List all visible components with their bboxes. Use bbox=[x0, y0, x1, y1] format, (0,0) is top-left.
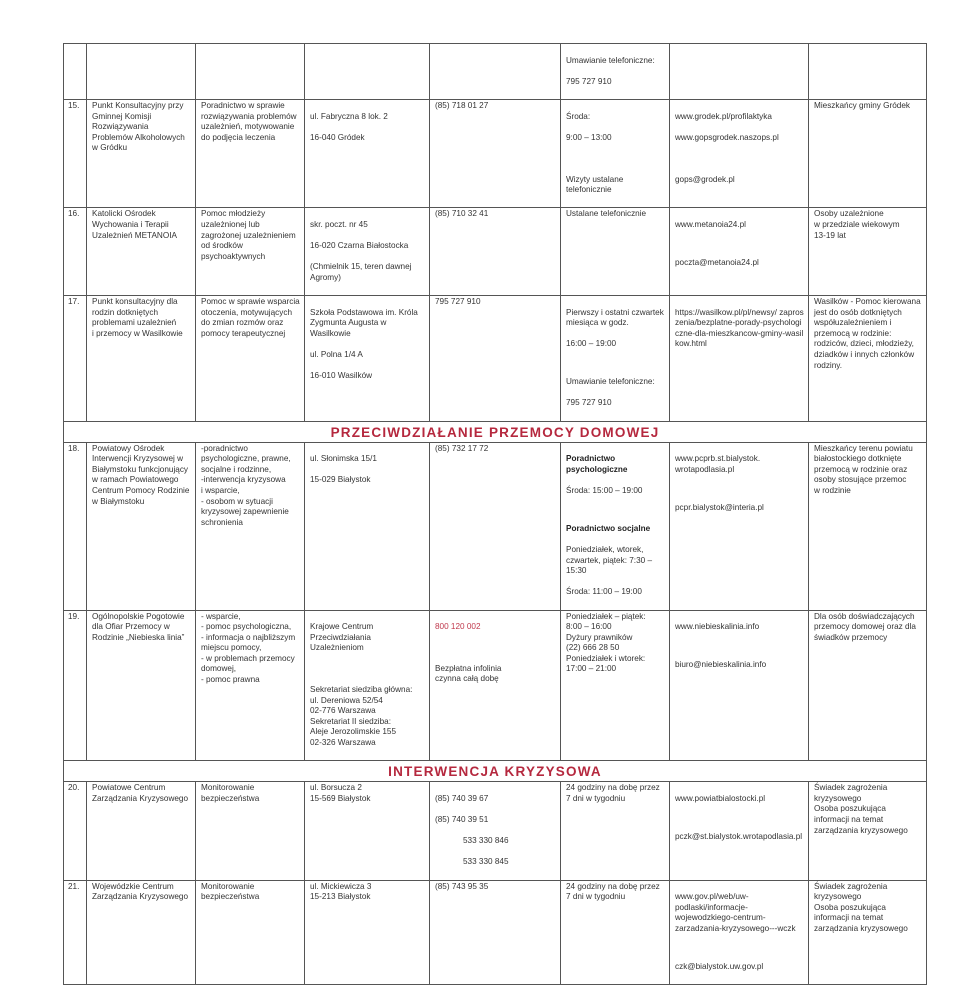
phone bbox=[430, 442, 561, 610]
phone-number[interactable]: (85) 710 32 41 bbox=[435, 209, 489, 219]
row-number: 21. bbox=[64, 880, 87, 984]
row-number: 19. bbox=[64, 610, 87, 761]
institution-name: Katolicki Ośrodek Wychowania i Terapii Uzależnień METANOIA bbox=[87, 208, 196, 296]
opening-hours bbox=[561, 99, 670, 207]
address: ul. Mickiewicza 3 15-213 Białystok bbox=[305, 880, 430, 984]
address bbox=[305, 296, 430, 422]
website-link[interactable]: www.pcprb.st.bialystok. wrotapodlasia.pl bbox=[675, 454, 761, 474]
address-line: 16-010 Wasilków bbox=[310, 371, 373, 381]
hours-line: Środa: bbox=[566, 111, 591, 121]
scope-of-help: Monitorowanie bezpieczeństwa bbox=[196, 880, 305, 984]
phone-number[interactable]: (85) 743 95 35 bbox=[435, 881, 489, 891]
web-contact bbox=[670, 610, 809, 761]
address-line: Szkoła Podstawowa im. Króla Zygmunta Augusta w Wasilkowie bbox=[310, 307, 418, 338]
institution-name: Wojewódzkie Centrum Zarządzania Kryzysowego bbox=[87, 880, 196, 984]
target-group: Dla osób doświadczających przemocy domowej oraz dla świadków przemocy bbox=[809, 610, 927, 761]
target-group: Osoby uzależnione w przedziale wiekowym 13-19 lat bbox=[809, 208, 927, 296]
phone bbox=[430, 99, 561, 207]
hours-note: Umawianie telefoniczne: bbox=[566, 377, 655, 387]
hours-note: 795 727 910 bbox=[566, 398, 612, 408]
address-line: 15-029 Białystok bbox=[310, 475, 371, 485]
hours-title: Poradnictwo psychologiczne bbox=[566, 454, 628, 474]
address-line: ul. Fabryczna 8 lok. 2 bbox=[310, 111, 388, 121]
website-link[interactable]: www.grodek.pl/profilaktyka bbox=[675, 111, 772, 121]
hotline-note: Bezpłatna infolinia czynna całą dobę bbox=[435, 663, 502, 684]
address-line: ul. Słonimska 15/1 bbox=[310, 454, 377, 464]
hotline-number[interactable]: 800 120 002 bbox=[435, 622, 481, 632]
web-contact bbox=[670, 442, 809, 610]
address-secretariat: Sekretariat siedziba główna: ul. Dereniowa 52/54 02-776 Warszawa Sekretariat II siedziba: Aleje Jerozolimskie 155 02-326 Warszawa bbox=[310, 685, 413, 748]
hours-line: Środa: 15:00 – 19:00 bbox=[566, 485, 643, 495]
hours-line: 795 727 910 bbox=[566, 76, 612, 86]
section-header-crisis-intervention bbox=[64, 761, 927, 782]
address-line: (Chmielnik 15, teren dawnej Agromy) bbox=[310, 262, 412, 282]
mobile-number[interactable]: 533 330 846 bbox=[463, 836, 509, 846]
target-group: Mieszkańcy terenu powiatu białostockiego dotknięte przemocą w rodzinie oraz osoby stosujące przemoc w rodzinie bbox=[809, 442, 927, 610]
email-link[interactable]: biuro@niebieskalinia.info bbox=[675, 659, 767, 669]
address bbox=[305, 442, 430, 610]
website-link[interactable]: www.gopsgrodek.naszops.pl bbox=[675, 132, 779, 142]
address-line: 16-020 Czarna Białostocka bbox=[310, 241, 409, 251]
address-organization: Krajowe Centrum Przeciwdziałania Uzależnieniom bbox=[310, 622, 374, 653]
institution-name: Punkt konsultacyjny dla rodzin dotkniętych problemami uzależnień i przemocy w Wasilkowie bbox=[87, 296, 196, 422]
address-line: 16-040 Gródek bbox=[310, 132, 365, 142]
address-line: ul. Polna 1/4 A bbox=[310, 350, 363, 360]
section-title: PRZECIWDZIAŁANIE PRZEMOCY DOMOWEJ bbox=[64, 421, 927, 442]
web-contact bbox=[670, 880, 809, 984]
cell-no bbox=[64, 44, 87, 100]
phone-number[interactable]: (85) 740 39 51 bbox=[435, 815, 489, 824]
address bbox=[305, 99, 430, 207]
cell-scope bbox=[196, 44, 305, 100]
website-link[interactable]: www.niebieskalinia.info bbox=[675, 622, 760, 632]
table-row bbox=[64, 208, 927, 296]
mobile-number[interactable]: 533 330 845 bbox=[463, 857, 509, 867]
row-number: 16. bbox=[64, 208, 87, 296]
scope-of-help: - wsparcie, - pomoc psychologiczna, - informacja o najbliższym miejscu pomocy, - w problemach przemocy domowej, - pomoc prawna bbox=[196, 610, 305, 761]
phone bbox=[430, 208, 561, 296]
hours-line: 16:00 – 19:00 bbox=[566, 339, 617, 349]
website-link[interactable]: www.gov.pl/web/uw-podlaski/informacje-wojewodzkiego-centrum-zarzadzania-kryzysowego---wczk bbox=[675, 892, 796, 933]
hours-line: Ustalane telefonicznie bbox=[566, 209, 647, 219]
row-number: 17. bbox=[64, 296, 87, 422]
phone-number[interactable]: 795 727 910 bbox=[435, 297, 481, 307]
target-group: Świadek zagrożenia kryzysowego Osoba poszukująca informacji na temat zarządzania kryzysowego bbox=[809, 782, 927, 880]
hours-line: Pierwszy i ostatni czwartek miesiąca w godz. bbox=[566, 307, 664, 328]
opening-hours: 24 godziny na dobę przez 7 dni w tygodniu bbox=[561, 782, 670, 880]
phone bbox=[430, 296, 561, 422]
website-link[interactable]: www.powiatbialostocki.pl bbox=[675, 793, 766, 803]
hours-note: Wizyty ustalane telefonicznie bbox=[566, 174, 624, 195]
cell-address bbox=[305, 44, 430, 100]
target-group: Świadek zagrożenia kryzysowego Osoba poszukująca informacji na temat zarządzania kryzysowego bbox=[809, 880, 927, 984]
institution-name: Powiatowy Ośrodek Interwencji Kryzysowej w Białymstoku funkcjonujący w ramach Powiatowego Centrum Pomocy Rodzinie w Białymstoku bbox=[87, 442, 196, 610]
web-contact bbox=[670, 296, 809, 422]
table-row bbox=[64, 99, 927, 207]
institution-name: Ogólnopolskie Pogotowie dla Ofiar Przemocy w Rodzinie „Niebieska linia” bbox=[87, 610, 196, 761]
table-row bbox=[64, 782, 927, 880]
table-row bbox=[64, 442, 927, 610]
help-directory-table bbox=[63, 43, 927, 985]
address-line: skr. poczt. nr 45 bbox=[310, 219, 368, 229]
cell-phone bbox=[430, 44, 561, 100]
hours-line: Umawianie telefoniczne: bbox=[566, 55, 655, 65]
web-contact bbox=[670, 782, 809, 880]
opening-hours: 24 godziny na dobę przez 7 dni w tygodniu bbox=[561, 880, 670, 984]
phone-number[interactable]: (85) 740 39 67 bbox=[435, 793, 489, 803]
phone bbox=[430, 880, 561, 984]
institution-name: Powiatowe Centrum Zarządzania Kryzysowego bbox=[87, 782, 196, 880]
scope-of-help: Monitorowanie bezpieczeństwa bbox=[196, 782, 305, 880]
opening-hours bbox=[561, 442, 670, 610]
section-title: INTERWENCJA KRYZYSOWA bbox=[64, 761, 927, 782]
cell-name bbox=[87, 44, 196, 100]
table-row bbox=[64, 296, 927, 422]
email-link[interactable]: gops@grodek.pl bbox=[675, 174, 735, 184]
table-row-continuation bbox=[64, 44, 927, 100]
scope-of-help: -poradnictwo psychologiczne, prawne, socjalne i rodzinne, -interwencja kryzysowa i wsparcie, - osobom w sytuacji kryzysowej zapewnienie schronienia bbox=[196, 442, 305, 610]
web-contact bbox=[670, 208, 809, 296]
address bbox=[305, 610, 430, 761]
email-link[interactable]: czk@bialystok.uw.gov.pl bbox=[675, 961, 764, 971]
opening-hours bbox=[561, 208, 670, 296]
website-link[interactable]: www.metanoia24.pl bbox=[675, 219, 746, 229]
target-group: Wasilków - Pomoc kierowana jest do osób dotkniętych współuzależnieniem i przemocą w rodzinie: rodziców, dzieci, młodzieży, dziadków i innych członków rodziny. bbox=[809, 296, 927, 422]
target-group: Mieszkańcy gminy Gródek bbox=[809, 99, 927, 207]
table-row bbox=[64, 880, 927, 984]
scope-of-help: Pomoc w sprawie wsparcia otoczenia, motywujących do zmian rozmów oraz pomocy terapeutycznej bbox=[196, 296, 305, 422]
scope-of-help: Poradnictwo w sprawie rozwiązywania problemów uzależnień, motywowanie do podjęcia leczenia bbox=[196, 99, 305, 207]
website-link[interactable]: https://wasilkow.pl/pl/newsy/ zaproszenia/bezplatne-porady-psychologiczne-dla-mieszkancow-gminy-wasilkow.html bbox=[675, 307, 804, 349]
scope-of-help: Pomoc młodzieży uzależnionej lub zagrożonej uzależnieniem od środków psychoaktywnych bbox=[196, 208, 305, 296]
table-row bbox=[64, 610, 927, 761]
row-number: 15. bbox=[64, 99, 87, 207]
row-number: 18. bbox=[64, 442, 87, 610]
address: ul. Borsucza 2 15-569 Białystok bbox=[305, 782, 430, 880]
cell-hours bbox=[561, 44, 670, 100]
email-link[interactable]: pcpr.bialystok@interia.pl bbox=[675, 502, 764, 512]
document-page bbox=[63, 43, 926, 985]
hours-title: Poradnictwo socjalne bbox=[566, 523, 651, 533]
phone-number[interactable]: (85) 732 17 72 bbox=[435, 443, 489, 453]
hours-line: Poniedziałek, wtorek, czwartek, piątek: 7:30 – 15:30 bbox=[566, 544, 653, 576]
email-link[interactable]: pczk@st.bialystok.wrotapodlasia.pl bbox=[675, 831, 803, 841]
section-header-domestic-violence bbox=[64, 421, 927, 442]
address bbox=[305, 208, 430, 296]
phone bbox=[430, 610, 561, 761]
opening-hours: Poniedziałek – piątek: 8:00 – 16:00 Dyżury prawników (22) 666 28 50 Poniedziałek i wtorek: 17:00 – 21:00 bbox=[561, 610, 670, 761]
hours-line: Środa: 11:00 – 19:00 bbox=[566, 587, 642, 597]
opening-hours bbox=[561, 296, 670, 422]
web-contact bbox=[670, 99, 809, 207]
institution-name: Punkt Konsultacyjny przy Gminnej Komisji Rozwiązywania Problemów Alkoholowych w Gródku bbox=[87, 99, 196, 207]
phone-number[interactable]: (85) 718 01 27 bbox=[435, 100, 489, 110]
email-link[interactable]: poczta@metanoia24.pl bbox=[675, 257, 759, 267]
row-number: 20. bbox=[64, 782, 87, 880]
phone bbox=[430, 782, 561, 880]
cell-web bbox=[670, 44, 809, 100]
cell-target bbox=[809, 44, 927, 100]
hours-line: 9:00 – 13:00 bbox=[566, 132, 612, 142]
